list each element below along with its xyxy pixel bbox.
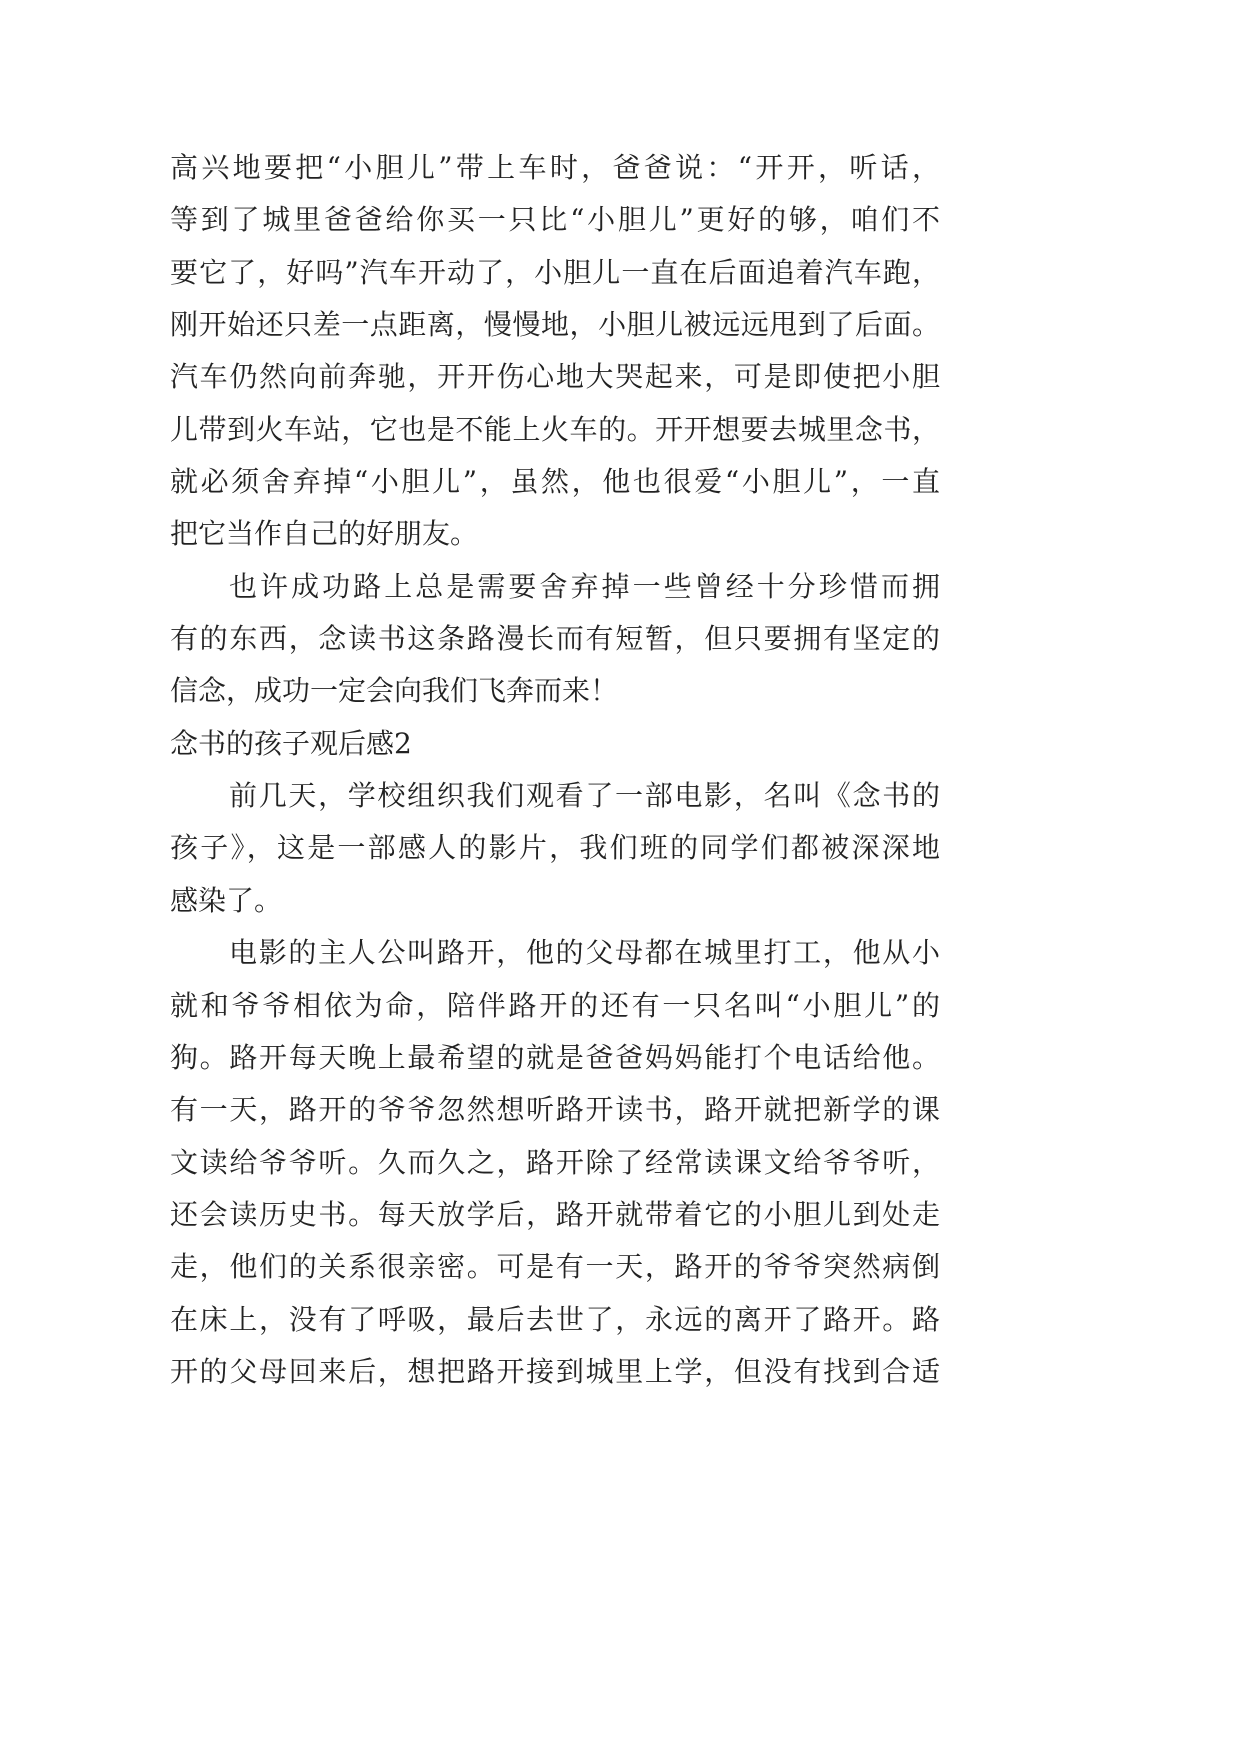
text-line: 感染了。 xyxy=(170,883,283,917)
text-line: 狗。路开每天晚上最希望的就是爸爸妈妈能打个电话给他。 xyxy=(170,1040,940,1074)
text-line: 就和爷爷相依为命，陪伴路开的还有一只名叫“小胆儿”的 xyxy=(170,988,940,1022)
paragraph xyxy=(170,561,940,718)
text-line: 孩子》，这是一部感人的影片，我们班的同学们都被深深地 xyxy=(170,831,940,865)
text-line: 开的父母回来后，想把路开接到城里上学，但没有找到合适 xyxy=(170,1354,940,1388)
document-body xyxy=(170,142,940,1398)
text-line: 在床上，没有了呼吸，最后去世了，永远的离开了路开。路 xyxy=(170,1302,940,1336)
text-line: 有一天，路开的爷爷忽然想听路开读书，路开就把新学的课 xyxy=(170,1093,940,1127)
text-line: 把它当作自己的好朋友。 xyxy=(170,517,479,551)
paragraph xyxy=(170,927,940,1398)
text-line: 还会读历史书。每天放学后，路开就带着它的小胆儿到处走 xyxy=(170,1197,940,1231)
text-line: 儿带到火车站，它也是不能上火车的。开开想要去城里念书， xyxy=(170,412,940,446)
text-line: 要它了，好吗”汽车开动了，小胆儿一直在后面追着汽车跑， xyxy=(170,255,940,289)
text-line: 就必须舍弃掉“小胆儿”，虽然，他也很爱“小胆儿”，一直 xyxy=(170,465,940,499)
text-line: 等到了城里爸爸给你买一只比“小胆儿”更好的够，咱们不 xyxy=(170,203,940,237)
text-line: 有的东西，念读书这条路漫长而有短暂，但只要拥有坚定的 xyxy=(170,622,940,656)
text-line: 走，他们的关系很亲密。可是有一天，路开的爷爷突然病倒 xyxy=(170,1250,940,1284)
text-line: 前几天，学校组织我们观看了一部电影，名叫《念书的 xyxy=(229,779,940,813)
text-line: 信念，成功一定会向我们飞奔而来！ xyxy=(170,674,619,708)
text-line: 汽车仍然向前奔驰，开开伤心地大哭起来，可是即使把小胆 xyxy=(170,360,940,394)
section-heading: 念书的孩子观后感2 xyxy=(170,726,412,760)
text-line: 文读给爷爷听。久而久之，路开除了经常读课文给爷爷听， xyxy=(170,1145,940,1179)
text-line: 也许成功路上总是需要舍弃掉一些曾经十分珍惜而拥 xyxy=(229,569,940,603)
text-line: 高兴地要把“小胆儿”带上车时，爸爸说：“开开，听话， xyxy=(170,151,940,184)
text-line: 电影的主人公叫路开，他的父母都在城里打工，他从小 xyxy=(229,936,940,970)
text-line: 刚开始还只差一点距离，慢慢地，小胆儿被远远甩到了后面。 xyxy=(170,308,940,342)
paragraph xyxy=(170,142,940,561)
paragraph xyxy=(170,770,940,927)
